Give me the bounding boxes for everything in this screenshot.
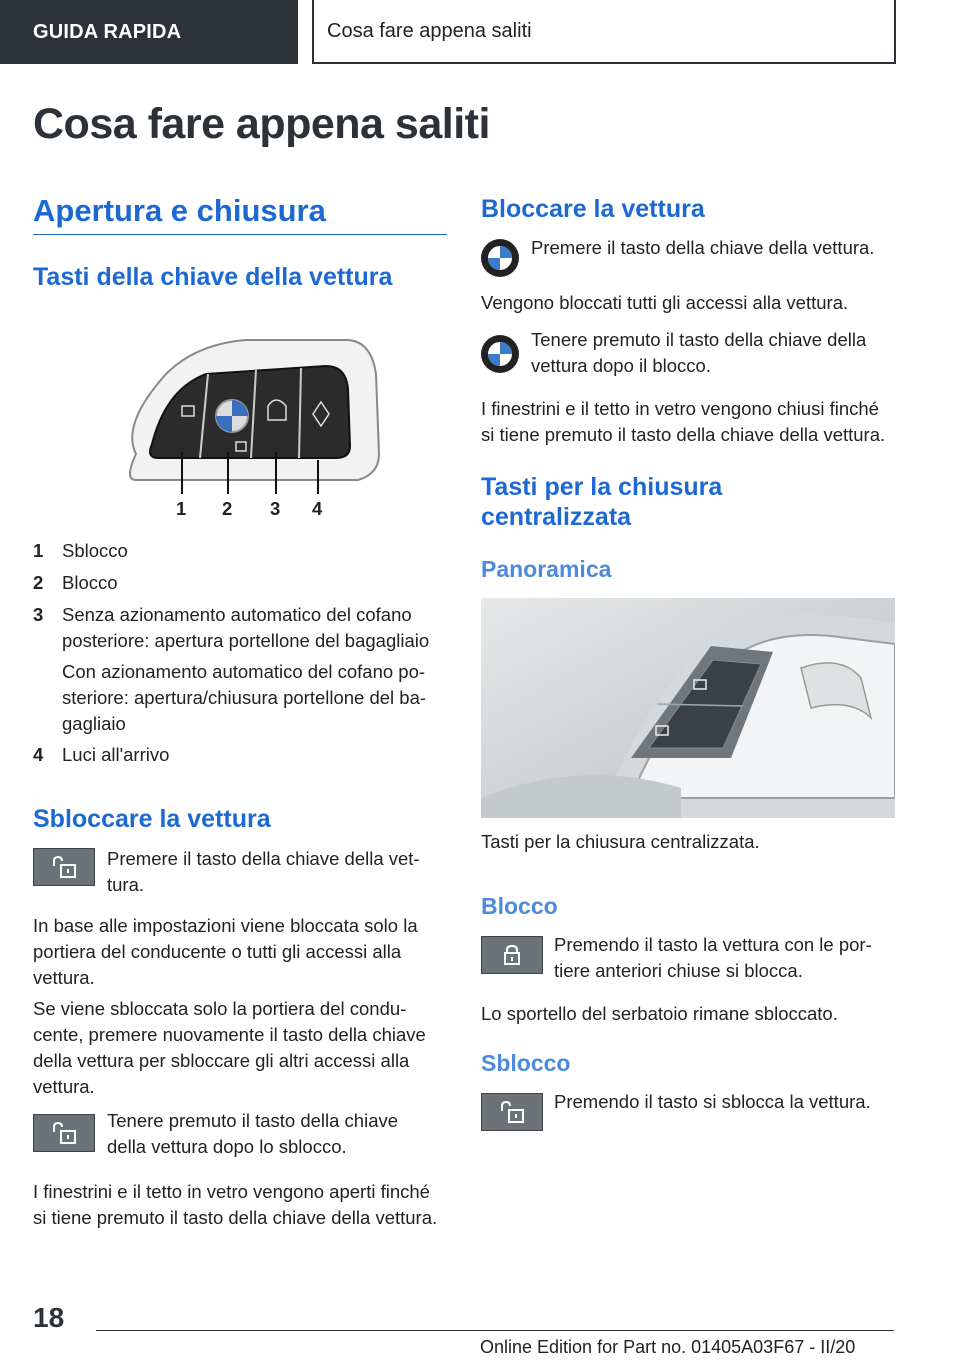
lock-instruction: Premere il tasto della chiave della vettura. <box>531 237 875 258</box>
subheading-central-locking <box>481 472 722 532</box>
legend-text: posteriore: apertura portellone del bagagliaio <box>62 630 430 651</box>
bmw-logo-icon <box>480 238 520 278</box>
subheading-sblocco: Sblocco <box>481 1050 571 1076</box>
footer-rule <box>96 1330 894 1331</box>
unlock-instruction: Premere il tasto della chiave della vet- <box>107 848 420 869</box>
lock-hold-instruction: vettura dopo il blocco. <box>531 355 711 376</box>
legend-text: Senza azionamento automatico del cofano <box>62 604 412 625</box>
legend-text: Luci all'arrivo <box>62 744 170 765</box>
figure-number: 3 <box>270 498 281 519</box>
unlock-hold-instruction: della vettura dopo lo sblocco. <box>107 1136 347 1157</box>
lock-button-image <box>481 936 543 974</box>
subheading-line: Tasti per la chiusura <box>481 473 723 501</box>
footer-edition: Online Edition for Part no. 01405A03F67 - II/20 <box>480 1337 856 1357</box>
legend-text: Blocco <box>62 572 118 593</box>
header-chapter: Cosa fare appena saliti <box>312 0 896 64</box>
paragraph: Lo sportello del serbatoio rimane sbloccato. <box>481 1003 838 1024</box>
figure-number: 2 <box>222 498 233 519</box>
paragraph: I finestrini e il tetto in vetro vengono chiusi finché <box>481 398 879 419</box>
subheading-unlock: Sbloccare la vettura <box>33 805 271 833</box>
page-title: Cosa fare appena saliti <box>33 100 490 148</box>
section-rule <box>33 234 447 235</box>
figure-number: 1 <box>176 498 187 519</box>
subheading-line: centralizzata <box>481 503 632 531</box>
blocco-instruction: tiere anteriori chiuse si blocca. <box>554 960 803 981</box>
legend-number: 3 <box>33 604 44 625</box>
unlock-button-image <box>33 1114 95 1152</box>
paragraph: della vettura per sbloccare gli altri accessi alla <box>33 1050 410 1071</box>
unlock-icon <box>49 855 79 879</box>
bmw-logo-icon <box>480 334 520 374</box>
unlock-hold-instruction: Tenere premuto il tasto della chiave <box>107 1110 399 1131</box>
paragraph: cente, premere nuovamente il tasto della chiave <box>33 1024 426 1045</box>
blocco-instruction: Premendo il tasto la vettura con le por- <box>554 934 872 955</box>
section-heading-apertura: Apertura e chiusura <box>33 193 326 228</box>
legend-text: gagliaio <box>62 713 126 734</box>
unlock-button-image <box>33 848 95 886</box>
paragraph: portiera del conducente o tutti gli accessi alla <box>33 941 402 962</box>
paragraph: In base alle impostazioni viene bloccata solo la <box>33 915 418 936</box>
paragraph: vettura. <box>33 1076 95 1097</box>
subheading-blocco: Blocco <box>481 893 558 919</box>
paragraph: si tiene premuto il tasto della chiave della vettura. <box>481 424 886 445</box>
figure-number: 4 <box>312 498 323 519</box>
legend-number: 1 <box>33 540 44 561</box>
legend-text: steriore: apertura/chiusura portellone del ba- <box>62 687 427 708</box>
unlock-button-image <box>481 1093 543 1131</box>
lock-hold-instruction: Tenere premuto il tasto della chiave della <box>531 329 867 350</box>
key-fob-illustration <box>96 334 386 524</box>
paragraph: Vengono bloccati tutti gli accessi alla vettura. <box>481 292 849 313</box>
figure-caption: Tasti per la chiusura centralizzata. <box>481 831 760 852</box>
subheading-lock: Bloccare la vettura <box>481 195 705 223</box>
unlock-instruction: tura. <box>107 874 145 895</box>
paragraph: si tiene premuto il tasto della chiave della vettura. <box>33 1207 438 1228</box>
subheading-panoramica: Panoramica <box>481 556 612 582</box>
sblocco-instruction: Premendo il tasto si sblocca la vettura. <box>554 1091 871 1112</box>
subheading-keys: Tasti della chiave della vettura <box>33 263 393 291</box>
unlock-icon <box>497 1100 527 1124</box>
paragraph: I finestrini e il tetto in vetro vengono aperti finché <box>33 1181 430 1202</box>
legend-number: 4 <box>33 744 44 765</box>
legend-number: 2 <box>33 572 44 593</box>
lock-icon <box>500 943 524 967</box>
unlock-icon <box>49 1121 79 1145</box>
paragraph: Se viene sbloccata solo la portiera del condu- <box>33 998 407 1019</box>
page-number: 18 <box>33 1302 65 1333</box>
door-lock-buttons-photo <box>481 598 895 818</box>
header-section: GUIDA RAPIDA <box>0 0 298 64</box>
legend-text: Con azionamento automatico del cofano po- <box>62 661 426 682</box>
paragraph: vettura. <box>33 967 95 988</box>
legend-text: Sblocco <box>62 540 128 561</box>
